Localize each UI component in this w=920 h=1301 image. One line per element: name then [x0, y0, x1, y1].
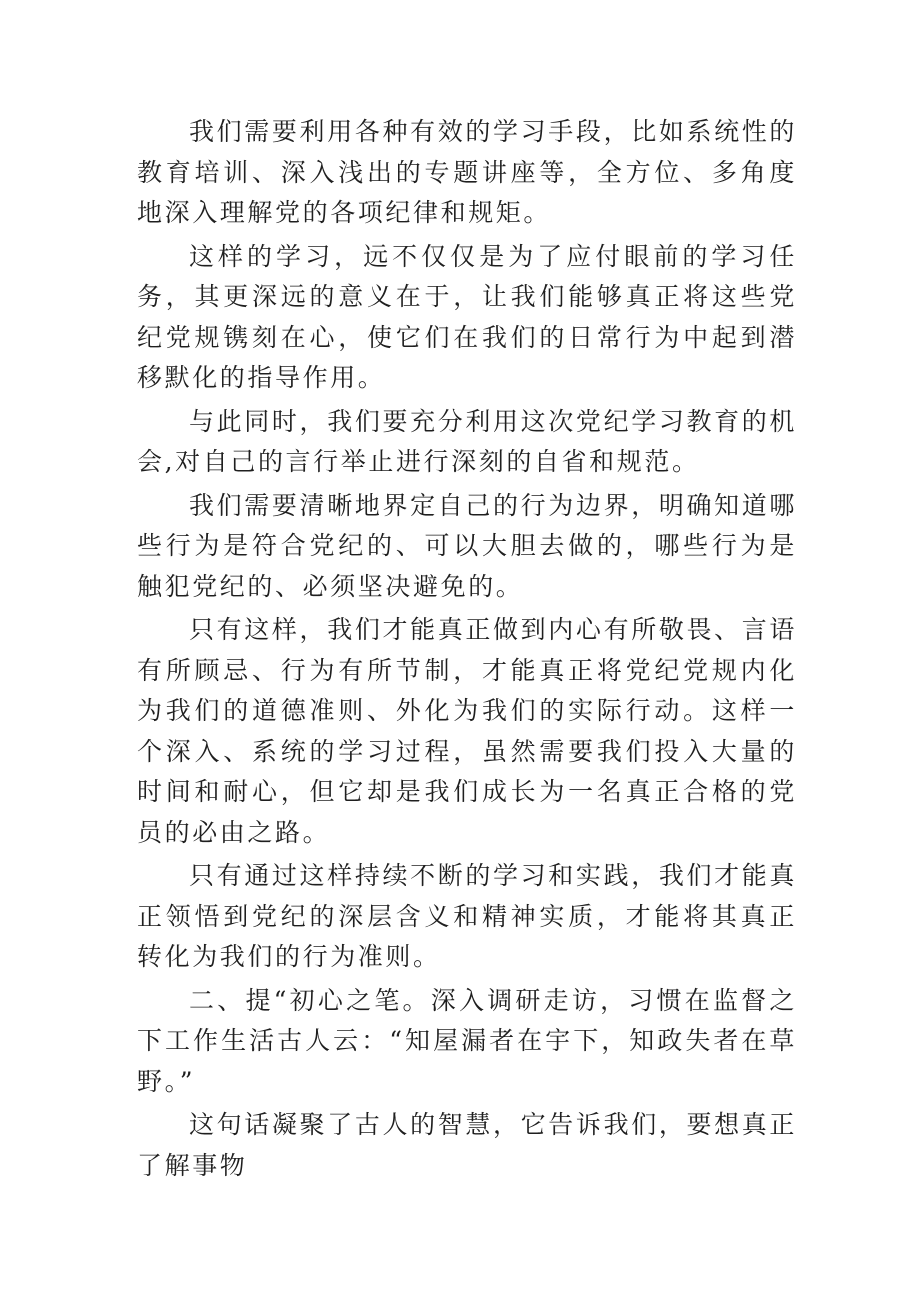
paragraph-3: 与此同时，我们要充分利用这次党纪学习教育的机会,对自己的言行举止进行深刻的自省和规范。: [137, 406, 797, 476]
paragraph-4: 我们需要清晰地界定自己的行为边界，明确知道哪些行为是符合党纪的、可以大胆去做的，哪些行为是触犯党纪的、必须坚决避免的。: [137, 490, 797, 601]
paragraph-5: 只有这样，我们才能真正做到内心有所敬畏、言语有所顾忌、行为有所节制，才能真正将党纪党规内化为我们的道德准则、外化为我们的实际行动。这样一个深入、系统的学习过程，虽然需要我们投入大量的时间和耐心，但它却是我们成长为一名真正合格的党员的必由之路。: [137, 615, 797, 847]
paragraph-2: 这样的学习，远不仅仅是为了应付眼前的学习任务，其更深远的意义在于，让我们能够真正将这些党纪党规镌刻在心，使它们在我们的日常行为中起到潜移默化的指导作用。: [137, 241, 797, 392]
paragraph-6: 只有通过这样持续不断的学习和实践，我们才能真正领悟到党纪的深层含义和精神实质，才能将其真正转化为我们的行为准则。: [137, 861, 797, 971]
document-body: [137, 112, 797, 1189]
paragraph-1: 我们需要利用各种有效的学习手段，比如系统性的教育培训、深入浅出的专题讲座等，全方位、多角度地深入理解党的各项纪律和规矩。: [137, 117, 797, 227]
paragraph-7-section-heading: 二、提“初心之笔。深入调研走访，习惯在监督之下工作生活古人云：“知屋漏者在宇下，知政失者在草野。”: [137, 985, 797, 1096]
paragraph-8: 这句话凝聚了古人的智慧，它告诉我们，要想真正了解事物: [137, 1110, 797, 1180]
